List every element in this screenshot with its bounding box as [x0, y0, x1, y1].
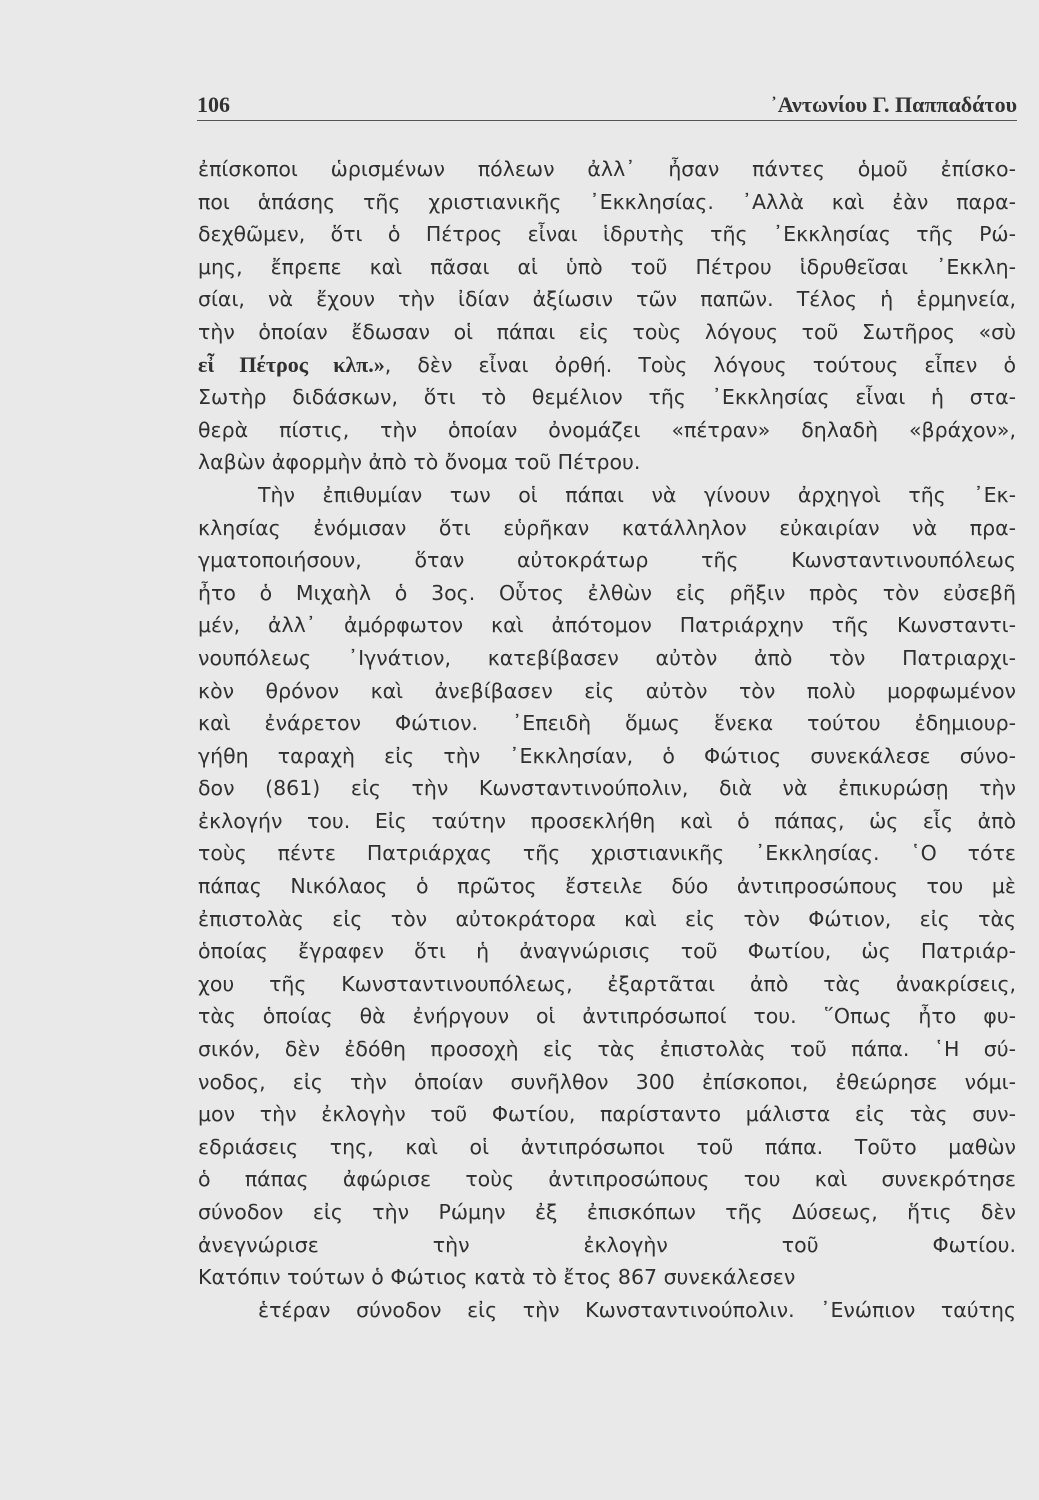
text-line: μον τὴν ἐκλογὴν τοῦ Φωτίου, παρίσταντο μάλιστα εἰς τὰς συν- [198, 1102, 1016, 1127]
bible-quote: εἶ Πέτρος κλπ.» [198, 351, 385, 377]
text-line: σικόν, δὲν ἐδόθη προσοχὴ εἰς τὰς ἐπιστολὰς τοῦ πάπα. ῾Η σύ- [198, 1037, 1016, 1062]
text-line: δον (861) εἰς τὴν Κωνσταντινούπολιν, διὰ νὰ ἐπικυρώσῃ τὴν [198, 776, 1016, 801]
text-line: ποι ἁπάσης τῆς χριστιανικῆς ᾽Εκκλησίας. ᾽Αλλὰ καὶ ἐὰν παρα- [198, 189, 1016, 214]
text-line: ἐπιστολὰς εἰς τὸν αὐτοκράτορα καὶ εἰς τὸν Φώτιον, εἰς τὰς [198, 906, 1016, 931]
text-line: τὰς ὁποίας θὰ ἐνήργουν οἱ ἀντιπρόσωποί του. ῞Οπως ἦτο φυ- [198, 1004, 1016, 1029]
text-line: εδριάσεις της, καὶ οἱ ἀντιπρόσωποι τοῦ πάπα. Τοῦτο μαθὼν [198, 1134, 1016, 1159]
text-line: χου τῆς Κωνσταντινουπόλεως, ἐξαρτᾶται ἀπὸ τὰς ἀνακρίσεις, [198, 971, 1016, 996]
text-line: καὶ ἐνάρετον Φώτιον. ᾽Επειδὴ ὅμως ἕνεκα τούτου ἐδημιουρ- [198, 711, 1016, 736]
text-line: τοὺς πέντε Πατριάρχας τῆς χριστιανικῆς ᾽Εκκλησίας. ῾Ο τότε [198, 841, 1016, 866]
text-line: ἦτο ὁ Μιχαὴλ ὁ 3ος. Οὗτος ἐλθὼν εἰς ρῆξιν πρὸς τὸν εὐσεβῆ [198, 580, 1016, 605]
text-line: Κατόπιν τούτων ὁ Φώτιος κατὰ τὸ ἔτος 867 συνεκάλεσεν [198, 1265, 796, 1290]
text-line: ἐπίσκοποι ὡρισμένων πόλεων ἀλλ᾽ ἦσαν πάντες ὁμοῦ ἐπίσκο- [198, 157, 1016, 181]
text-line: νουπόλεως ᾽Ιγνάτιον, κατεβίβασεν αὐτὸν ἀπὸ τὸν Πατριαρχι- [198, 645, 1016, 670]
text-line: Σωτὴρ διδάσκων, ὅτι τὸ θεμέλιον τῆς ᾽Εκκλησίας εἶναι ἡ στα- [198, 385, 1016, 410]
text-line [198, 349, 1016, 382]
text-line: κλησίας ἐνόμισαν ὅτι εὑρῆκαν κατάλληλον εὐκαιρίαν νὰ πρα- [198, 515, 1016, 540]
text-line: πάπας Νικόλαος ὁ πρῶτος ἔστειλε δύο ἀντιπροσώπους του μὲ [198, 874, 1016, 899]
text-line: γματοποιήσουν, ὅταν αὐτοκράτωρ τῆς Κωνσταντινουπόλεως [198, 548, 1016, 573]
text-line: θερὰ πίστις, τὴν ὁποίαν ὀνομάζει «πέτραν» δηλαδὴ «βράχον», [198, 417, 1016, 442]
text-line [198, 1326, 1016, 1359]
paragraph-start: ἑτέραν σύνοδον εἰς τὴν Κωνσταντινούπολιν. ᾽Ενώπιον ταύτης [258, 1297, 1016, 1322]
text-line: κὸν θρόνον καὶ ἀνεβίβασεν εἰς αὐτὸν τὸν πολὺ μορφωμένον [198, 678, 1016, 703]
text-line: ἐκλογήν του. Εἰς ταύτην προσεκλήθη καὶ ὁ πάπας, ὡς εἷς ἀπὸ [198, 808, 1016, 833]
page-header [197, 92, 1017, 121]
text-line: δεχθῶμεν, ὅτι ὁ Πέτρος εἶναι ἱδρυτὴς τῆς ᾽Εκκλησίας τῆς Ρώ- [198, 222, 1016, 247]
text-line: ὁ πάπας ἀφώρισε τοὺς ἀντιπροσώπους του καὶ συνεκρότησε [198, 1167, 1016, 1192]
running-head: ᾽Αντωνίου Γ. Παππαδάτου [770, 92, 1017, 117]
text-line: ὁποίας ἔγραφεν ὅτι ἡ ἀναγνώρισις τοῦ Φωτίου, ὡς Πατριάρ- [198, 939, 1016, 964]
text-line: σίαι, νὰ ἔχουν τὴν ἰδίαν ἀξίωσιν τῶν παπῶν. Τέλος ἡ ἑρμηνεία, [198, 287, 1016, 312]
text-line: λαβὼν ἀφορμὴν ἀπὸ τὸ ὄνομα τοῦ Πέτρου. [198, 450, 641, 475]
page-number: 106 [197, 92, 230, 117]
text-line: γήθη ταραχὴ εἰς τὴν ᾽Εκκλησίαν, ὁ Φώτιος συνεκάλεσε σύνο- [198, 743, 1016, 768]
paragraph-start: Τὴν ἐπιθυμίαν των οἱ πάπαι νὰ γίνουν ἀρχηγοὶ τῆς ᾽Εκ- [258, 482, 1016, 507]
text-line: τὴν ὁποίαν ἔδωσαν οἱ πάπαι εἰς τοὺς λόγους τοῦ Σωτῆρος «σὺ [198, 319, 1016, 344]
text-line: μέν, ἀλλ᾽ ἀμόρφωτον καὶ ἀπότομον Πατριάρχην τῆς Κωνσταντι- [198, 613, 1016, 638]
text-line: σύνοδον εἰς τὴν Ρώμην ἐξ ἐπισκόπων τῆς Δύσεως, ἥτις δὲν [198, 1200, 1016, 1224]
text-line: ἀνεγνώρισε τὴν ἐκλογὴν τοῦ Φωτίου. [198, 1232, 1016, 1257]
text-line: μης, ἔπρεπε καὶ πᾶσαι αἱ ὑπὸ τοῦ Πέτρου ἱδρυθεῖσαι ᾽Εκκλη- [198, 254, 1016, 279]
text-line-rest: , δὲν εἶναι ὀρθή. Τοὺς λόγους τούτους εἶπεν ὁ [384, 352, 1016, 377]
text-line: νοδος, εἰς τὴν ὁποίαν συνῆλθον 300 ἐπίσκοποι, ἐθεώρησε νόμι- [198, 1069, 1016, 1094]
body-text [198, 153, 1016, 1359]
